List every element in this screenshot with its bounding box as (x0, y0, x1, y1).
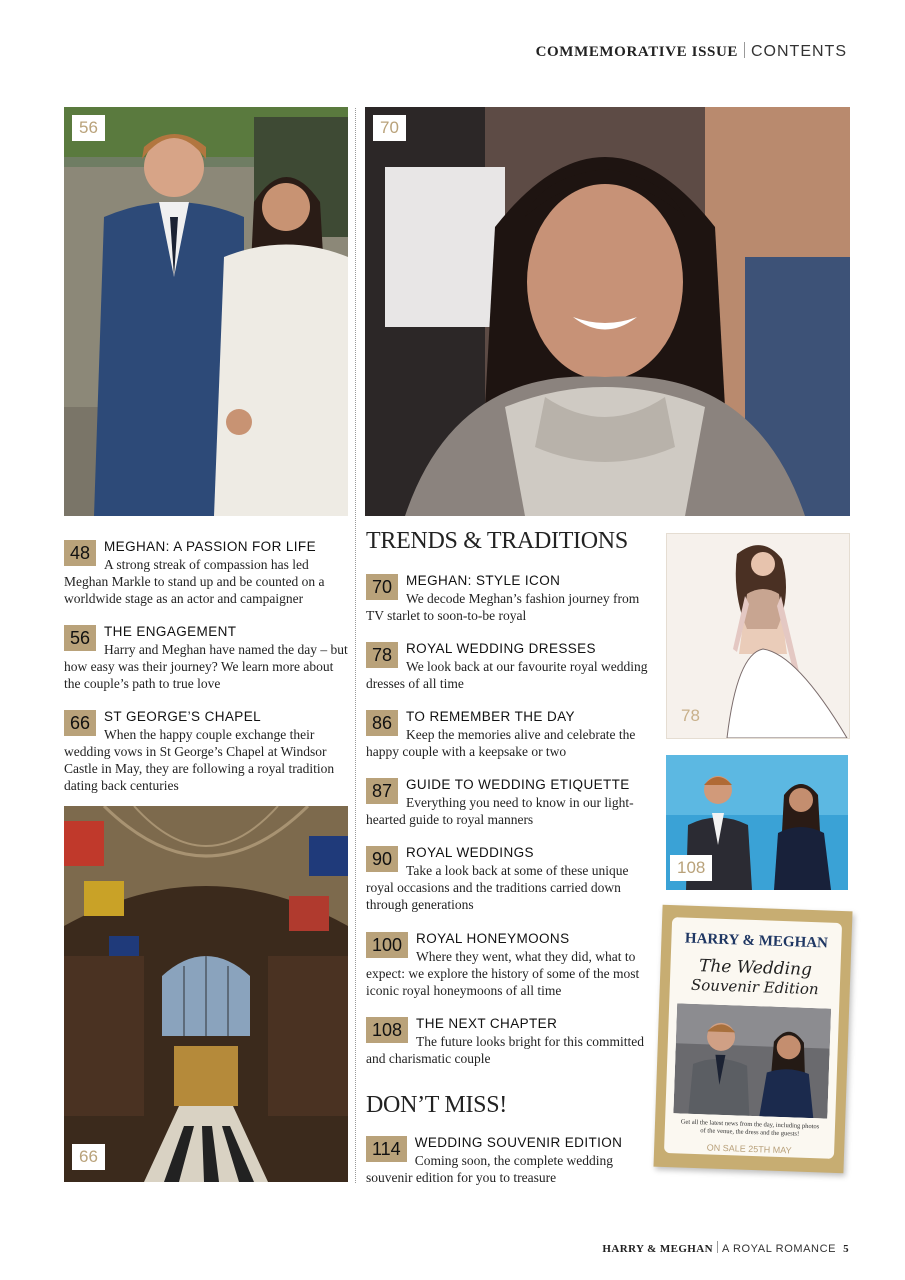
page-number: 87 (366, 778, 398, 804)
page-number-badge: 56 (72, 115, 105, 141)
page-footer (602, 1241, 849, 1255)
page-number: 86 (366, 710, 398, 736)
toc-entry[interactable] (366, 776, 651, 828)
entry-description: Take a look back at some of these unique royal occasions and the traditions carried down through generations (366, 863, 629, 912)
entry-title: ROYAL HONEYMOONS (416, 931, 570, 946)
style-icon-photo (365, 107, 850, 516)
footer-divider (717, 1241, 718, 1253)
entry-description: We look back at our favourite royal wedding dresses of all time (366, 659, 648, 691)
engagement-photo-image (64, 107, 348, 516)
dress-illustration (666, 533, 850, 739)
souvenir-magazine-cover[interactable] (653, 905, 852, 1173)
column-divider (355, 108, 356, 1183)
entry-description: Coming soon, the complete wedding souvenir edition for you to treasure (366, 1153, 614, 1185)
toc-entry[interactable] (64, 708, 348, 794)
style-icon-photo-image (365, 107, 850, 516)
page-number-badge: 108 (670, 855, 712, 881)
footer-subtitle: A ROYAL ROMANCE (721, 1243, 837, 1255)
toc-entry[interactable] (366, 572, 651, 624)
page-number-badge: 78 (681, 706, 700, 725)
page-number: 100 (366, 932, 408, 958)
page-number-badge: 66 (72, 1144, 105, 1170)
toc-entry[interactable] (366, 1134, 651, 1186)
page-number: 66 (64, 710, 96, 736)
toc-entry[interactable] (64, 538, 348, 607)
chapel-photo-image (64, 806, 348, 1182)
entry-title: WEDDING SOUVENIR EDITION (414, 1135, 623, 1150)
next-chapter-photo (666, 755, 848, 890)
cover-photo (673, 1003, 831, 1118)
entry-description: The future looks bright for this committed and charismatic couple (366, 1034, 645, 1066)
entry-title: ROYAL WEDDING DRESSES (406, 641, 596, 656)
toc-entry[interactable] (366, 844, 651, 913)
page-number-badge: 70 (373, 115, 406, 141)
entry-description: Everything you need to know in our light-hearted guide to royal manners (366, 795, 634, 827)
cover-inner-frame (664, 917, 842, 1159)
entry-description: Harry and Meghan have named the day – but how easy was their journey? We learn more about the couple’s path to true love (64, 642, 348, 691)
header-divider (744, 42, 745, 58)
cover-blurb: Get all the latest news from the day, including photos of the venue, the dress and the guests! (680, 1118, 820, 1138)
issue-label: COMMEMORATIVE ISSUE (535, 44, 738, 60)
toc-entry[interactable] (366, 708, 651, 760)
entry-title: MEGHAN: A PASSION FOR LIFE (104, 539, 316, 554)
entry-description: When the happy couple exchange their wedding vows in St George’s Chapel at Windsor Castle in May, they are following a royal tradition dating back centuries (64, 727, 335, 793)
page-number: 78 (366, 642, 398, 668)
page-number: 70 (366, 574, 398, 600)
dont-miss-heading: DON’T MISS! (366, 1092, 507, 1118)
contents-label: CONTENTS (751, 43, 847, 60)
toc-entry[interactable] (366, 640, 651, 692)
toc-entry[interactable] (366, 930, 651, 999)
cover-photo-image (673, 1003, 831, 1118)
page-number: 90 (366, 846, 398, 872)
entry-title: ST GEORGE’S CHAPEL (104, 709, 262, 724)
engagement-photo (64, 107, 348, 516)
entry-description: Where they went, what they did, what to expect: we explore the history of some of the most iconic royal honeymoons of all time (366, 949, 640, 998)
page-number-footer: 5 (843, 1243, 849, 1255)
cover-script-line-2: Souvenir Edition (690, 975, 819, 999)
entry-title: ROYAL WEDDINGS (406, 845, 534, 860)
footer-title: HARRY & MEGHAN (602, 1243, 713, 1255)
trends-heading: TRENDS & TRADITIONS (366, 528, 628, 554)
page-number: 114 (366, 1136, 407, 1162)
cover-on-sale: ON SALE 25TH MAY (706, 1142, 792, 1156)
chapel-photo (64, 806, 348, 1182)
cover-script-line-1: The Wedding (698, 956, 813, 981)
entry-description: Keep the memories alive and celebrate the happy couple with a keepsake or two (366, 727, 636, 759)
entry-title: TO REMEMBER THE DAY (406, 709, 575, 724)
toc-entry[interactable] (64, 623, 348, 692)
page-header (536, 42, 847, 61)
page-number: 56 (64, 625, 96, 651)
entry-description: We decode Meghan’s fashion journey from TV starlet to soon-to-be royal (366, 591, 640, 623)
page-number: 48 (64, 540, 96, 566)
entry-title: GUIDE TO WEDDING ETIQUETTE (406, 777, 630, 792)
toc-entry[interactable] (366, 1015, 651, 1067)
entry-title: THE NEXT CHAPTER (416, 1016, 558, 1031)
entry-description: A strong streak of compassion has led Meghan Markle to stand up and be counted on a worldwide stage as an actor and campaigner (64, 557, 325, 606)
entry-title: THE ENGAGEMENT (104, 624, 237, 639)
cover-brand: HARRY & MEGHAN (684, 930, 829, 952)
page-number: 108 (366, 1017, 408, 1043)
entry-title: MEGHAN: STYLE ICON (406, 573, 561, 588)
